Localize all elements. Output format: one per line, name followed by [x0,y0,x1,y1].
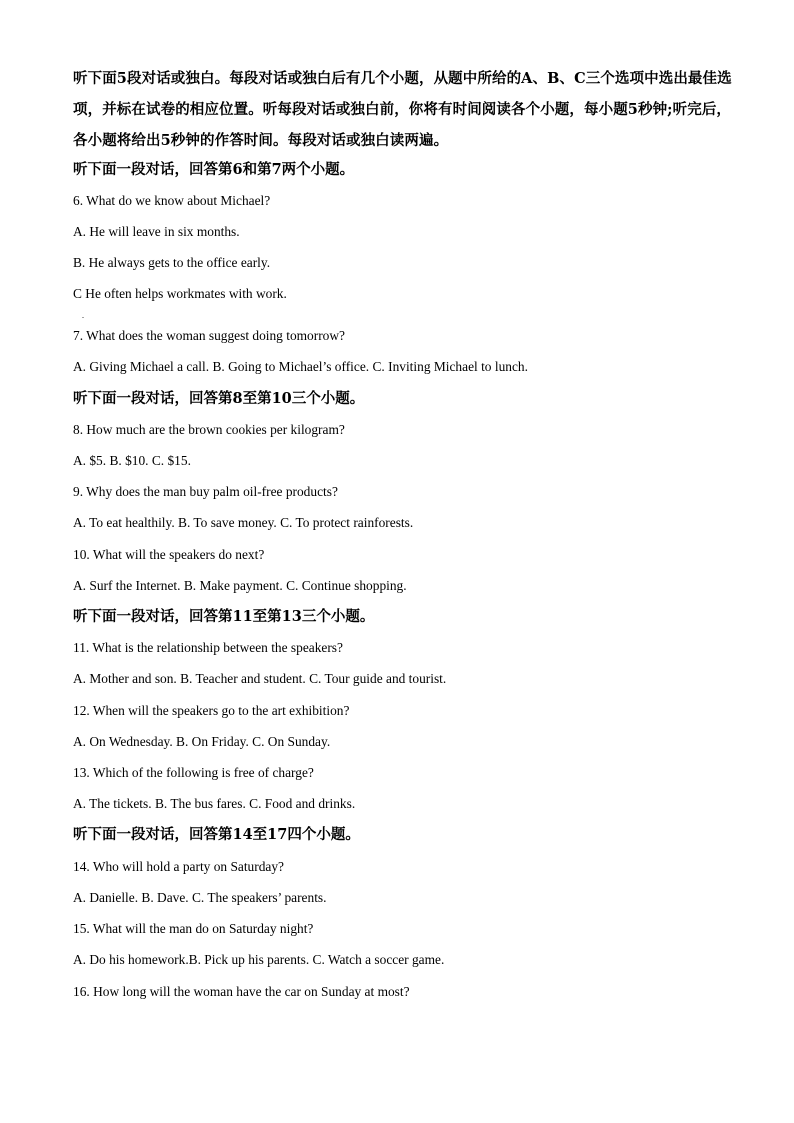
listening-instructions: 听下面5段对话或独白。每段对话或独白后有几个小题，从题中所给的A、B、C三个选项中选出最佳选项，并标在试卷的相应位置。听每段对话或独白前，你将有时间阅读各个小题，每小题5秒钟;听完后，各小题将给出5秒钟的作答时间。每段对话或独白读两遍。 [73,70,732,149]
section-heading-1: 听下面一段对话，回答第6和第7两个小题。 [73,161,355,178]
question-10-options: A. Surf the Internet. B. Make payment. C. Continue shopping. [73,578,407,593]
question-14: 14. Who will hold a party on Saturday? [73,859,284,874]
question-16: 16. How long will the woman have the car on Sunday at most? [73,984,410,999]
question-6-option-b: B. He always gets to the office early. [73,255,271,270]
question-12-options: A. On Wednesday. B. On Friday. C. On Sunday. [73,734,331,749]
question-7-options: A. Giving Michael a call. B. Going to Michael’s office. C. Inviting Michael to lunch. [73,359,528,374]
question-8: 8. How much are the brown cookies per kilogram? [73,422,345,437]
question-9-options: A. To eat healthily. B. To save money. C. To protect rainforests. [73,515,414,530]
question-10: 10. What will the speakers do next? [73,547,265,562]
question-13-options: A. The tickets. B. The bus fares. C. Food and drinks. [73,796,356,811]
question-13: 13. Which of the following is free of charge? [73,765,314,780]
question-6-option-c: C He often helps workmates with work. [73,286,287,301]
section-heading-4: 听下面一段对话，回答第14至17四个小题。 [73,826,360,843]
section-heading-2: 听下面一段对话，回答第8至第10三个小题。 [73,390,365,407]
question-15: 15. What will the man do on Saturday night? [73,921,314,936]
question-15-options: A. Do his homework.B. Pick up his parents. C. Watch a soccer game. [73,952,445,967]
question-11-options: A. Mother and son. B. Teacher and student. C. Tour guide and tourist. [73,671,447,686]
question-8-options: A. $5. B. $10. C. $15. [73,453,191,468]
question-9: 9. Why does the man buy palm oil-free products? [73,484,338,499]
question-6: 6. What do we know about Michael? [73,193,271,208]
question-11: 11. What is the relationship between the speakers? [73,640,343,655]
question-7: 7. What does the woman suggest doing tomorrow? [73,328,345,343]
stray-dot-mark: . [82,311,84,320]
section-heading-3: 听下面一段对话，回答第11至第13三个小题。 [73,608,375,625]
question-6-option-a: A. He will leave in six months. [73,224,240,239]
question-12: 12. When will the speakers go to the art exhibition? [73,703,350,718]
question-14-options: A. Danielle. B. Dave. C. The speakers’ parents. [73,890,327,905]
